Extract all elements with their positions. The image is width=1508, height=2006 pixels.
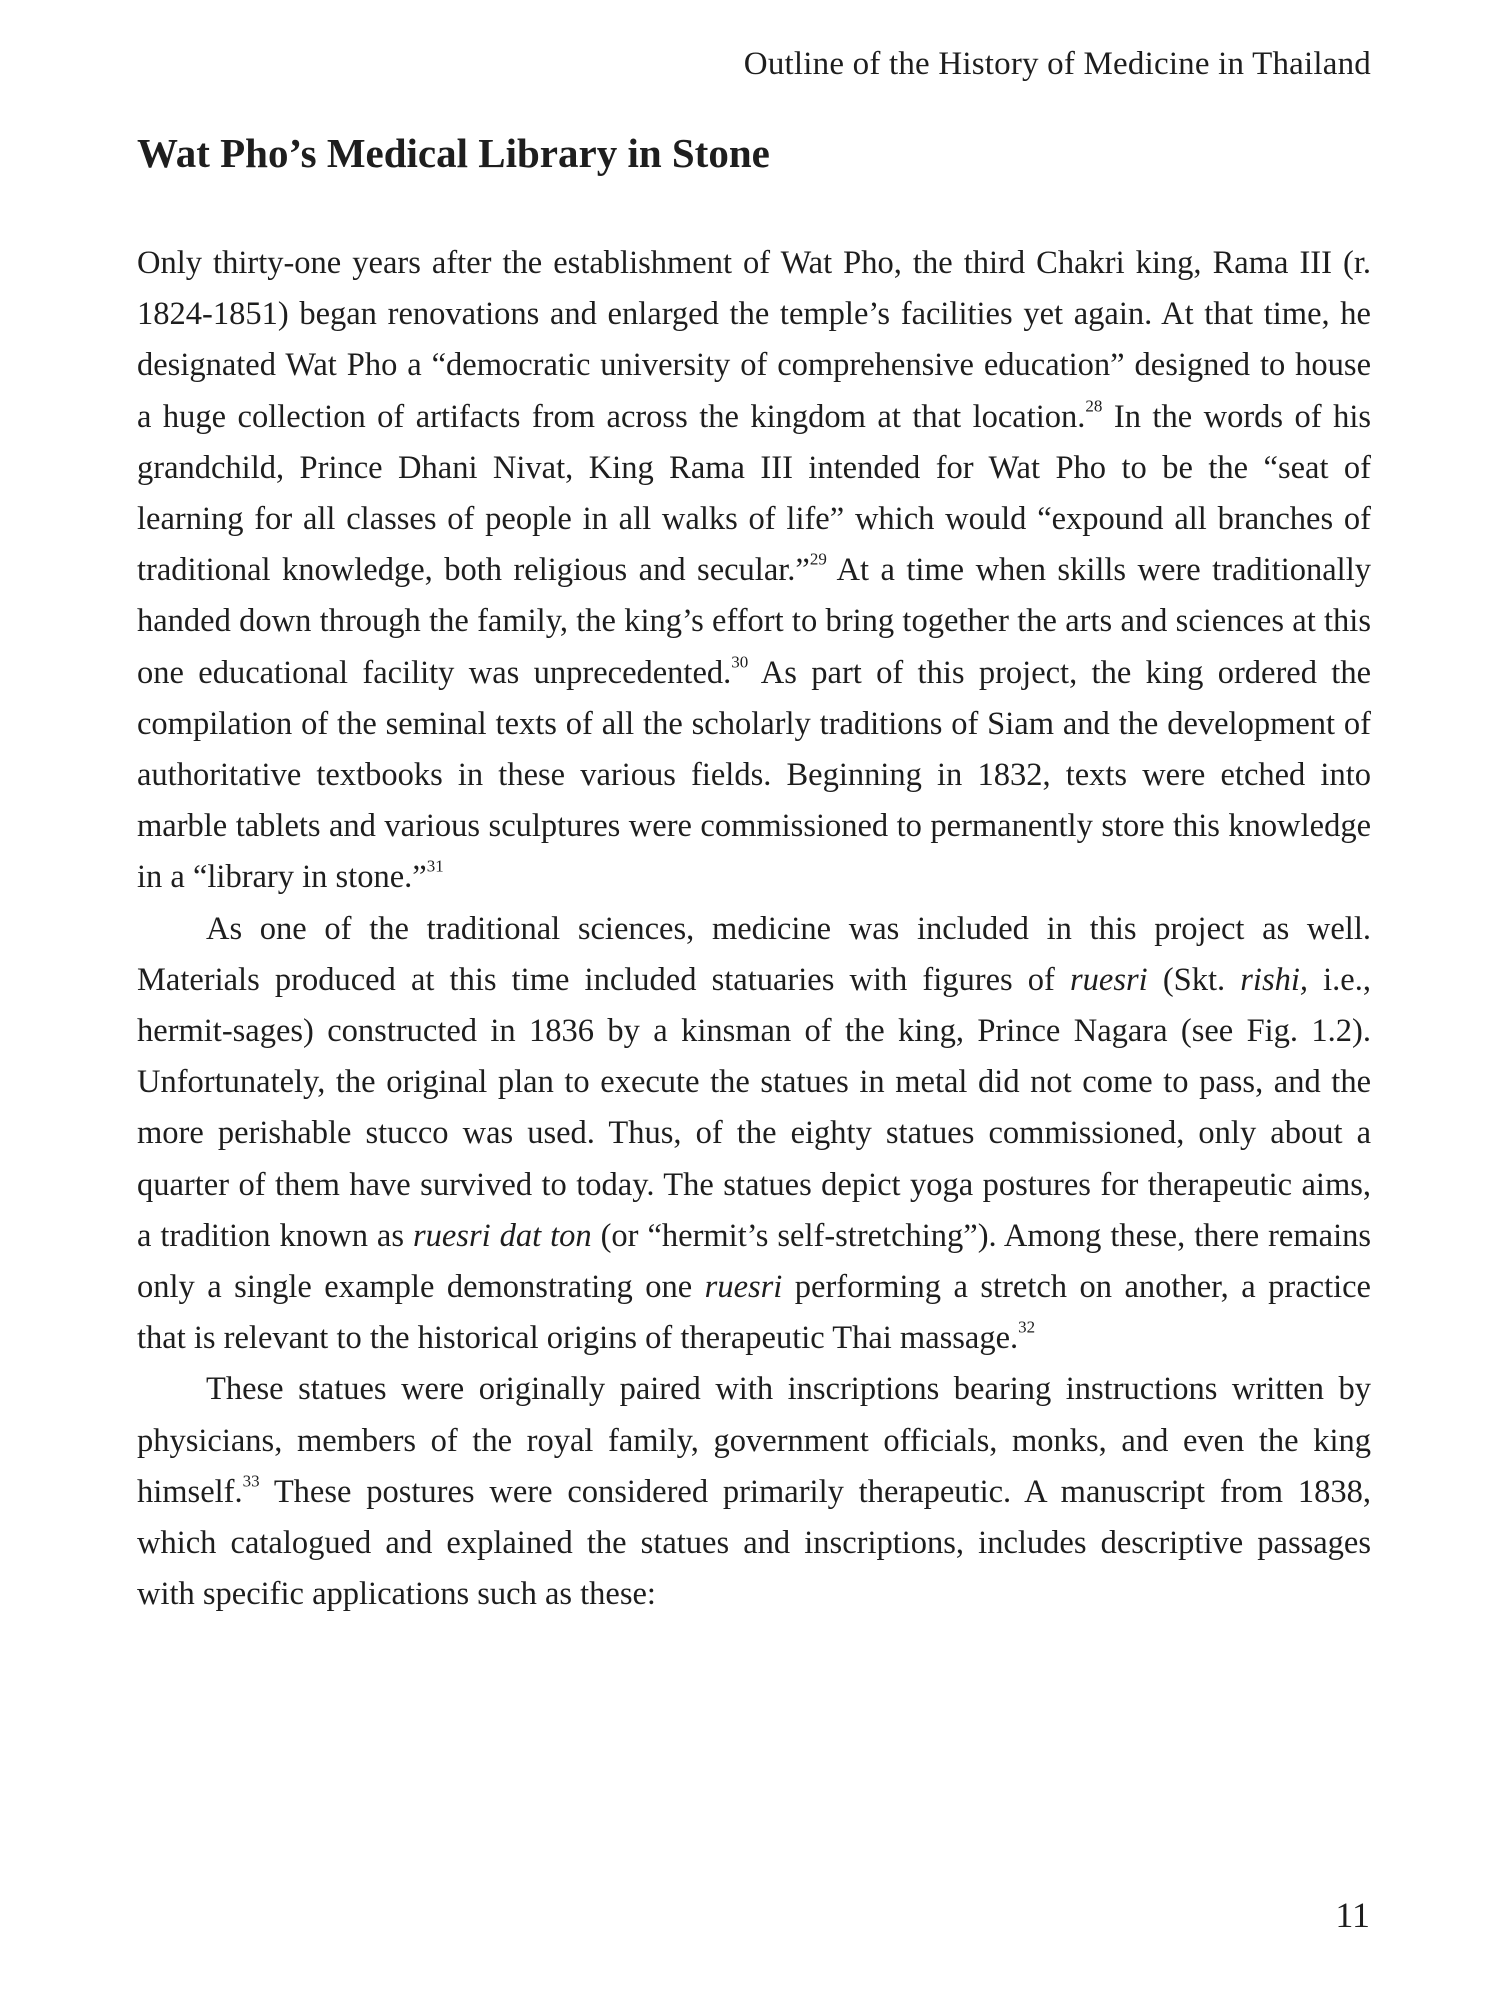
text-run: i.e., hermit-sages) constructed in 1836 by a kinsman of the king, Prince Nagara (see Fig. 1.2). Unfortunately, the original plan to execute the statues in metal did not come to pass, and the more perishable stucco was used. Thus, of the eighty statues commissioned, only about a quarter of them have survived to today. The statues depict yoga postures for therapeutic aims, a tradition known as: [137, 961, 1371, 1254]
footnote-ref-31: 31: [426, 857, 444, 877]
text-run: In the words of his grandchild, Prince Dhani Nivat, King Rama III intended for Wat Pho to be the “seat of learning for all classes of people in all walks of life” which would “expound all branches of traditional knowledge, both religious and secular.”: [137, 398, 1371, 589]
footnote-ref-32: 32: [1018, 1317, 1036, 1337]
paragraph-3: [137, 1364, 1371, 1620]
footnote-ref-30: 30: [731, 652, 749, 672]
text-run: (or “hermit’s self-stretching”). Among these, there remains only a single example demonstrating one: [137, 1217, 1371, 1306]
text-run: Only thirty-one years after the establishment of Wat Pho, the third Chakri king, Rama III (r. 1824-1851) began renovations and enlarged the temple’s facilities yet again. At that time, he designated Wat Pho a “democratic university of comprehensive education” designed to house a huge collection of artifacts from across the kingdom at that location.: [137, 245, 1371, 435]
footnote-ref-33: 33: [242, 1471, 260, 1491]
text-run: As one of the traditional sciences, medicine was included in this project as well. Materials produced at this time included statuaries with figures of: [137, 910, 1371, 998]
section-title: Wat Pho’s Medical Library in Stone: [137, 130, 770, 176]
text-run: At a time when skills were traditionally handed down through the family, the king’s effort to bring together the arts and sciences at this one educational facility was unprecedented.: [137, 552, 1371, 691]
text-run: As part of this project, the king ordered the compilation of the seminal texts of all the scholarly traditions of Siam and the development of authoritative textbooks in these various fields. Beginning in 1832, texts were etched into marble tablets and various sculptures were commissioned to permanently store this knowledge in a “library in stone.”: [137, 654, 1371, 896]
running-header: Outline of the History of Medicine in Thailand: [743, 46, 1371, 82]
text-run: (Skt.: [1147, 961, 1241, 998]
italic-term: ruesri: [1070, 961, 1148, 998]
paragraph-2: [137, 904, 1371, 1365]
italic-term: ruesri: [704, 1269, 783, 1306]
body-text: [137, 238, 1371, 1620]
text-run: performing a stretch on another, a practice that is relevant to the historical origins of therapeutic Thai massage.: [137, 1269, 1371, 1357]
page-number: 11: [1335, 1895, 1370, 1935]
footnote-ref-28: 28: [1085, 396, 1103, 416]
paragraph-1: [137, 238, 1371, 904]
italic-term: rishi,: [1240, 961, 1308, 998]
text-run: These statues were originally paired with inscriptions bearing instructions written by physicians, members of the royal family, government officials, monks, and even the king himself.: [137, 1371, 1371, 1510]
footnote-ref-29: 29: [809, 549, 827, 569]
text-run: These postures were considered primarily therapeutic. A manuscript from 1838, which catalogued and explained the statues and inscriptions, includes descriptive passages with specific applications such as these:: [137, 1473, 1371, 1613]
italic-term: ruesri dat ton: [412, 1217, 592, 1254]
